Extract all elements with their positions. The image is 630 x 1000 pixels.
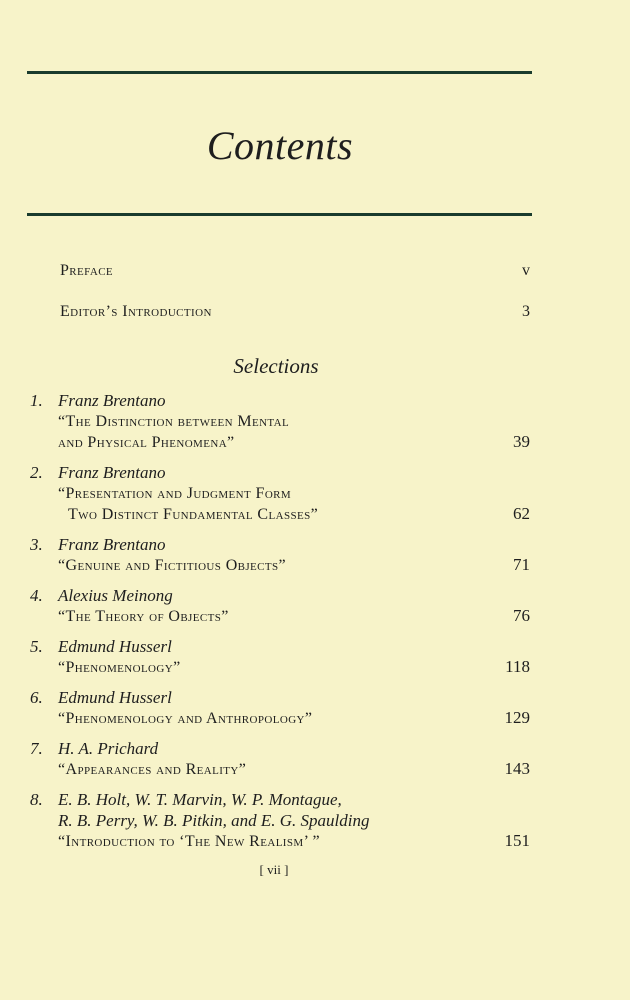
entry-title-line: “Presentation and Judgment Form bbox=[58, 485, 292, 502]
entry-number: 1. bbox=[30, 391, 43, 410]
top-rule bbox=[27, 71, 532, 74]
toc-entry[interactable] bbox=[30, 534, 530, 576]
toc-entry[interactable] bbox=[30, 789, 530, 853]
entry-author: Franz Brentano bbox=[58, 463, 166, 482]
entry-title-line: “Introduction to ‘The New Realism’ ” bbox=[58, 833, 321, 850]
title-bottom-rule bbox=[27, 213, 532, 216]
entry-author: E. B. Holt, W. T. Marvin, W. P. Montague, bbox=[58, 790, 342, 809]
entry-number: 8. bbox=[30, 790, 43, 809]
entry-author: H. A. Prichard bbox=[58, 739, 159, 758]
toc-row-editors-introduction[interactable] bbox=[60, 303, 530, 321]
entry-page-number: 143 bbox=[504, 759, 530, 778]
entry-title-line: Two Distinct Fundamental Classes” bbox=[68, 506, 319, 523]
selections-heading: Selections bbox=[233, 354, 319, 378]
entry-page-number: 118 bbox=[505, 657, 530, 676]
entry-title-line: “Genuine and Fictitious Objects” bbox=[58, 557, 287, 574]
entry-title-line: “Phenomenology” bbox=[58, 659, 181, 676]
toc-entry[interactable] bbox=[30, 585, 530, 627]
entry-author: R. B. Perry, W. B. Pitkin, and E. G. Spaulding bbox=[58, 811, 370, 830]
entry-number: 4. bbox=[30, 586, 43, 605]
toc-page-number: v bbox=[522, 262, 530, 279]
toc-label: Editor’s Introduction bbox=[60, 303, 212, 320]
entry-title-line: “Appearances and Reality” bbox=[58, 761, 247, 778]
entry-author: Franz Brentano bbox=[58, 391, 166, 410]
entry-title-line: “The Distinction between Mental bbox=[58, 413, 290, 430]
entry-author: Edmund Husserl bbox=[58, 637, 172, 656]
entry-title-line: “Phenomenology and Anthropology” bbox=[58, 710, 313, 727]
entry-title-line: and Physical Phenomena” bbox=[58, 434, 235, 451]
toc-entry[interactable] bbox=[30, 687, 530, 729]
toc-entry[interactable] bbox=[30, 462, 530, 524]
toc-entry[interactable] bbox=[30, 390, 530, 452]
entry-page-number: 129 bbox=[504, 708, 530, 727]
page-folio: [ vii ] bbox=[259, 862, 289, 877]
entry-page-number: 39 bbox=[513, 432, 530, 451]
entry-number: 7. bbox=[30, 739, 43, 758]
toc-entry[interactable] bbox=[30, 636, 530, 678]
entry-number: 2. bbox=[30, 463, 43, 482]
toc-entry[interactable] bbox=[30, 738, 530, 780]
entry-author: Franz Brentano bbox=[58, 535, 166, 554]
entry-number: 6. bbox=[30, 688, 43, 707]
entry-author: Edmund Husserl bbox=[58, 688, 172, 707]
page-title: Contents bbox=[206, 123, 354, 168]
entry-number: 5. bbox=[30, 637, 43, 656]
toc-label: Preface bbox=[60, 262, 114, 279]
entry-page-number: 62 bbox=[513, 504, 530, 523]
toc-row-preface[interactable] bbox=[60, 262, 530, 280]
entry-page-number: 71 bbox=[513, 555, 530, 574]
toc-page-number: 3 bbox=[522, 303, 530, 320]
entry-page-number: 76 bbox=[513, 606, 530, 625]
entry-page-number: 151 bbox=[504, 831, 530, 850]
entry-author: Alexius Meinong bbox=[58, 586, 173, 605]
entry-number: 3. bbox=[30, 535, 43, 554]
entry-title-line: “The Theory of Objects” bbox=[58, 608, 229, 625]
